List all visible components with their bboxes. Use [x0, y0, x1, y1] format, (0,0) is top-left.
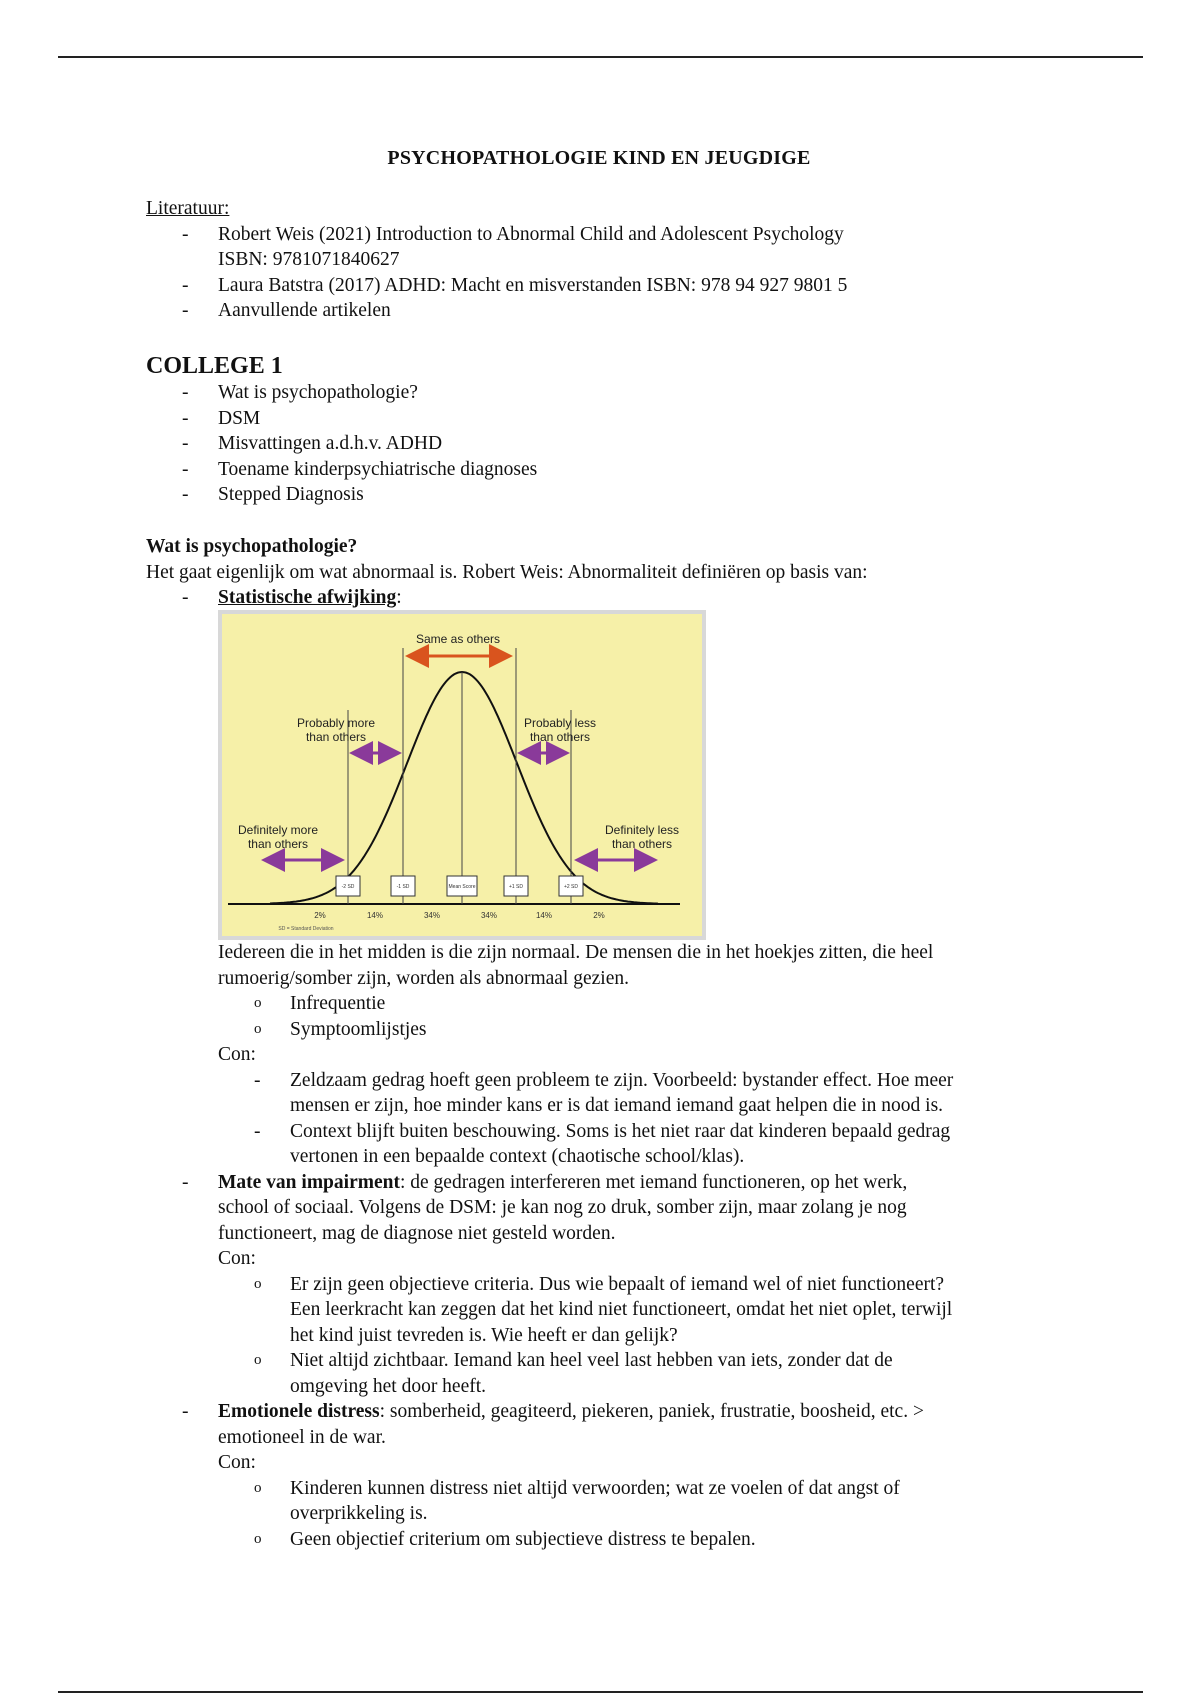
stat-text-line: rumoerig/somber zijn, worden als abnormaal gezien. [218, 967, 629, 989]
list-item: - Aanvullende artikelen [182, 300, 391, 321]
distress-line: emotioneel in de war. [218, 1426, 386, 1448]
impairment-line: functioneert, mag de diagnose niet gesteld worden. [218, 1222, 616, 1244]
list-item-continuation: vertonen in een bepaalde context (chaotische school/klas). [290, 1146, 745, 1167]
probably-less-label-1: Probably less [523, 716, 597, 730]
same-label: Same as others [415, 632, 501, 646]
pct-label: 34% [480, 911, 498, 920]
sd-box-label: +2 SD [563, 884, 579, 890]
list-item: o Niet altijd zichtbaar. Iemand kan heel veel last hebben van iets, zonder dat de [254, 1350, 893, 1371]
list-item: - Misvattingen a.d.h.v. ADHD [182, 433, 443, 454]
list-item-continuation: het kind juist tevreden is. Wie heeft er dan gelijk? [290, 1324, 678, 1346]
definitely-less-label-2: than others [611, 837, 673, 851]
con-label: Con: [218, 1044, 256, 1065]
list-item-stat: - Statistische afwijking: [182, 587, 402, 608]
section-heading: Wat is psychopathologie? [146, 536, 358, 557]
list-item: o Kinderen kunnen distress niet altijd verwoorden; wat ze voelen of dat angst of [254, 1477, 900, 1499]
pct-label: 34% [423, 911, 441, 920]
list-item: o Er zijn geen objectieve criteria. Dus wie bepaalt of iemand wel of niet functioneert? [254, 1273, 945, 1295]
intro-text: Het gaat eigenlijk om wat abnormaal is. Robert Weis: Abnormaliteit definiëren op basis van: [146, 561, 868, 583]
list-item: - Toename kinderpsychiatrische diagnoses [182, 458, 538, 480]
stat-label: Statistische afwijking [218, 587, 397, 608]
con-label: Con: [218, 1248, 256, 1269]
list-item: - DSM [182, 407, 261, 429]
list-item: - Laura Batstra (2017) ADHD: Macht en misverstanden ISBN: 978 94 927 9801 5 [182, 274, 848, 296]
list-item: o Geen objectief criterium om subjectieve distress te bepalen. [254, 1528, 756, 1550]
list-item: - Robert Weis (2021) Introduction to Abnormal Child and Adolescent Psychology [182, 223, 844, 245]
list-item-continuation: Een leerkracht kan zeggen dat het kind niet functioneert, omdat het niet oplet, terwijl [290, 1299, 953, 1320]
college-block [146, 352, 1076, 508]
list-item-continuation: omgeving het door heeft. [290, 1375, 487, 1397]
section-block [146, 534, 1106, 611]
list-item-continuation: overprikkeling is. [290, 1503, 428, 1524]
list-item-continuation: ISBN: 9781071840627 [218, 249, 400, 270]
pct-label: 2% [593, 911, 605, 920]
list-item-distress: - Emotionele distress: somberheid, geagiteerd, piekeren, paniek, frustratie, boosheid, etc. > [182, 1401, 924, 1422]
con-label: Con: [218, 1452, 256, 1473]
distress-label: Emotionele distress [218, 1401, 380, 1422]
page-title: PSYCHOPATHOLOGIE KIND EN JEUGDIGE [387, 147, 811, 169]
top-rule [58, 56, 1143, 58]
list-item: - Context blijft buiten beschouwing. Soms is het niet raar dat kinderen bepaald gedrag [254, 1120, 951, 1142]
definitely-more-label-2: than others [247, 837, 309, 851]
college-heading: COLLEGE 1 [146, 353, 283, 379]
stat-text-line: Iedereen die in het midden is die zijn normaal. De mensen die in het hoekjes zitten, die heel [218, 942, 934, 963]
literature-label: Literatuur: [146, 198, 230, 219]
sd-box-label: +1 SD [508, 884, 524, 890]
pct-label: 14% [366, 911, 384, 920]
sd-box-label: -2 SD [341, 884, 355, 890]
sd-footnote: SD = Standard Deviation [278, 926, 334, 932]
impairment-line: school of sociaal. Volgens de DSM: je kan nog zo druk, somber zijn, maar zolang je nog [218, 1197, 907, 1218]
probably-more-label-2: than others [305, 730, 367, 744]
stat-details [146, 940, 1106, 1552]
sd-box-label: -1 SD [396, 884, 410, 890]
probably-less-label-2: than others [529, 730, 591, 744]
list-item-impairment: - Mate van impairment: de gedragen interfereren met iemand functioneren, op het werk, [182, 1171, 908, 1193]
list-item: - Wat is psychopathologie? [182, 382, 418, 403]
definitely-more-label-1: Definitely more [237, 823, 319, 837]
list-item: o Infrequentie [254, 993, 386, 1014]
sd-box-label: Mean Score [448, 884, 476, 890]
pct-label: 2% [314, 911, 326, 920]
definitely-less-label-1: Definitely less [604, 823, 680, 837]
bottom-rule [58, 1691, 1143, 1693]
impairment-label: Mate van impairment [218, 1171, 400, 1193]
list-item: - Stepped Diagnosis [182, 484, 364, 505]
literature-block [146, 196, 1076, 324]
probably-more-label-1: Probably more [296, 716, 376, 730]
list-item-continuation: mensen er zijn, hoe minder kans er is dat iemand iemand gaat helpen die in nood is. [290, 1095, 944, 1116]
list-item: - Zeldzaam gedrag hoeft geen probleem te zijn. Voorbeeld: bystander effect. Hoe meer [254, 1069, 954, 1091]
pct-label: 14% [535, 911, 553, 920]
bell-curve-figure [218, 610, 706, 940]
list-item: o Symptoomlijstjes [254, 1018, 427, 1040]
